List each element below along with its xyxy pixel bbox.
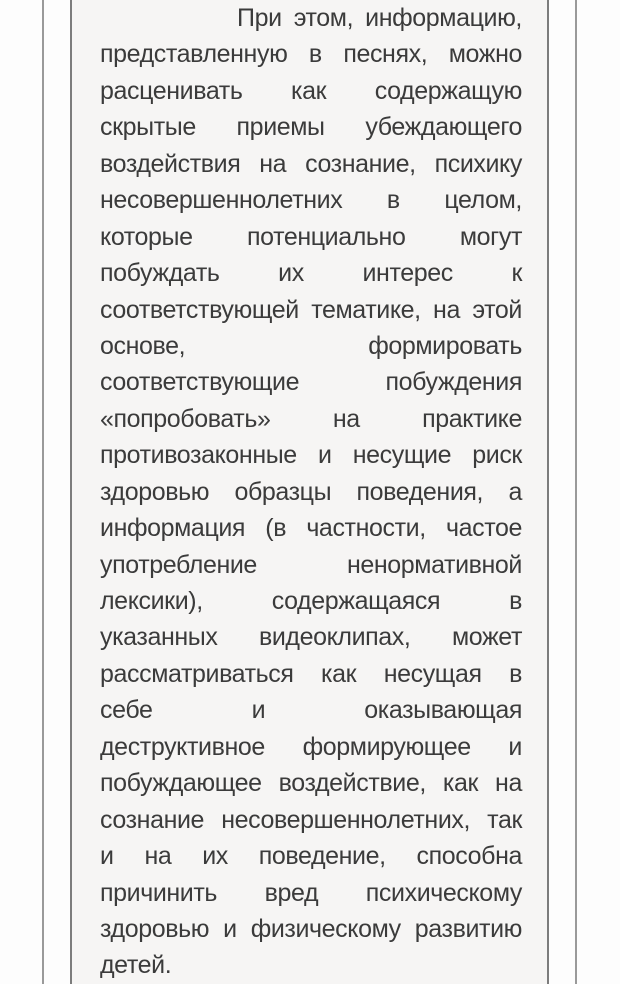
text-line xyxy=(100,838,522,874)
word: и xyxy=(223,914,237,943)
word: ненормативной xyxy=(346,550,522,579)
text-line xyxy=(100,364,522,400)
word: их xyxy=(202,842,228,871)
text-line xyxy=(100,875,522,911)
word: скрытые xyxy=(100,113,196,142)
word: физическому xyxy=(250,914,401,943)
word: образцы xyxy=(234,477,332,506)
word: сознание, xyxy=(305,149,416,178)
word: на xyxy=(433,295,460,324)
word: в xyxy=(386,186,400,215)
text-line xyxy=(100,328,522,364)
word: информацию, xyxy=(365,4,522,32)
word: оказывающая xyxy=(364,696,522,725)
word: убеждающего xyxy=(365,113,522,142)
word: несовершеннолетних, xyxy=(221,805,471,834)
paragraph-indent xyxy=(100,25,225,26)
word: их xyxy=(278,259,304,288)
word: в xyxy=(509,587,522,615)
word: потенциально xyxy=(246,222,406,251)
word: может xyxy=(451,623,522,652)
text-line xyxy=(100,401,522,437)
word: поведение, xyxy=(258,842,386,871)
word: При xyxy=(237,4,282,32)
word: способна xyxy=(416,842,522,871)
word: воздействия xyxy=(100,149,241,178)
word: как xyxy=(291,76,327,105)
text-line xyxy=(100,547,522,583)
word: побуждения xyxy=(385,368,522,397)
word: этом, xyxy=(293,4,354,32)
text-line xyxy=(100,802,522,838)
text-line xyxy=(100,510,522,546)
word: употребление xyxy=(100,550,257,579)
word: риск xyxy=(472,441,522,470)
word: песнях, xyxy=(343,40,428,69)
word: расценивать xyxy=(100,76,243,105)
word: и xyxy=(508,732,522,761)
word: тематике, xyxy=(311,295,421,324)
word: как xyxy=(442,769,479,798)
word: себе xyxy=(100,696,153,725)
text-line xyxy=(100,437,522,473)
word: побуждать xyxy=(100,259,220,288)
word: и xyxy=(317,441,332,470)
word: (в xyxy=(265,514,287,543)
text-line xyxy=(100,947,522,983)
word: содержащаяся xyxy=(271,587,441,615)
word: несущие xyxy=(352,441,452,470)
word: как xyxy=(321,659,357,688)
word: видеоклипах, xyxy=(258,623,411,652)
word: основе, xyxy=(100,331,186,360)
word: практике xyxy=(422,404,522,433)
word: формирующее xyxy=(302,732,471,761)
word: на xyxy=(332,404,360,433)
word: соответствующие xyxy=(100,368,300,397)
text-line xyxy=(100,292,522,328)
word: развитию xyxy=(414,914,522,943)
word: информация xyxy=(100,514,246,543)
word: сознание xyxy=(100,805,205,834)
document-page[interactable] xyxy=(72,0,547,984)
word: детей. xyxy=(100,951,172,980)
word: соответствующей xyxy=(100,295,299,324)
text-line xyxy=(100,619,522,655)
text-line xyxy=(100,146,522,182)
word: лексики), xyxy=(100,587,203,615)
word: на xyxy=(144,842,172,871)
text-line xyxy=(100,765,522,801)
word: несовершеннолетних xyxy=(100,186,343,215)
text-line xyxy=(100,583,522,619)
text-line xyxy=(100,182,522,218)
word: на xyxy=(259,149,287,178)
word: и xyxy=(251,696,266,725)
word: причинить xyxy=(100,878,218,907)
text-line xyxy=(100,692,522,728)
word: приемы xyxy=(236,113,325,142)
word: в xyxy=(509,659,522,688)
text-line xyxy=(100,255,522,291)
word: представленную xyxy=(100,40,288,69)
word: несущая xyxy=(383,659,482,688)
word: на xyxy=(495,769,522,798)
word: а xyxy=(508,477,522,506)
word: указанных xyxy=(100,623,218,652)
word: к xyxy=(511,259,522,288)
text-line xyxy=(100,656,522,692)
text-line xyxy=(100,219,522,255)
word: целом, xyxy=(444,186,522,215)
text-line xyxy=(100,729,522,765)
text-line xyxy=(100,474,522,510)
word: в xyxy=(308,40,322,69)
word: которые xyxy=(100,222,193,251)
word: деструктивное xyxy=(100,732,265,761)
word: можно xyxy=(448,40,522,69)
word: частности, xyxy=(306,514,426,543)
page-border-left-outer xyxy=(42,0,44,984)
word: этой xyxy=(472,295,522,324)
word: поведения, xyxy=(356,477,484,506)
text-line xyxy=(100,73,522,109)
word: противозаконные xyxy=(100,441,297,470)
word: психику xyxy=(434,149,522,178)
word: воздействие, xyxy=(278,769,426,798)
word: здоровью xyxy=(100,914,210,943)
text-line xyxy=(100,911,522,947)
page-border-right-inner xyxy=(547,0,549,984)
word: содержащую xyxy=(374,76,522,105)
word: рассматриваться xyxy=(100,659,294,688)
word: могут xyxy=(459,222,522,251)
word: психическому xyxy=(365,878,522,907)
word: побуждающее xyxy=(100,769,262,798)
word: частое xyxy=(445,514,522,543)
word: вред xyxy=(264,878,319,907)
text-line xyxy=(100,109,522,145)
text-line xyxy=(100,36,522,72)
text-column xyxy=(100,0,522,984)
word: «попробовать» xyxy=(100,404,271,433)
word: формировать xyxy=(368,331,522,360)
word: здоровью xyxy=(100,477,210,506)
word: и xyxy=(100,842,114,871)
word: так xyxy=(487,805,522,834)
text-line xyxy=(100,0,522,36)
page-border-right-outer xyxy=(575,0,577,984)
word: интерес xyxy=(362,259,453,288)
